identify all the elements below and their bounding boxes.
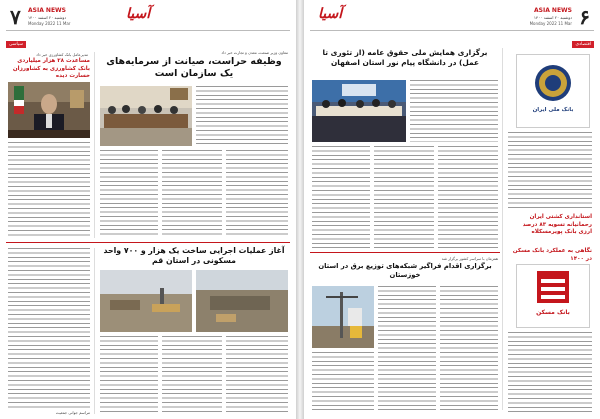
construction-photo-2 (196, 270, 288, 332)
top-story-col-3 (312, 146, 370, 248)
bottom-story-col-3 (100, 336, 158, 412)
column-divider (94, 248, 95, 414)
left-page-header (6, 6, 290, 31)
top-story-col-1 (438, 146, 498, 248)
column-divider (502, 48, 503, 410)
bottom-story-headline: آغاز عملیات اجرایی ساخت یک هزار و ۷۰۰ واحد مسکونی در استان قم (103, 246, 285, 265)
right-page (304, 0, 600, 419)
bank-melli-body (508, 132, 592, 210)
bank-maskan-headline: نگاهی به عملکرد بانک مسکن در ۱۴۰۰ (512, 248, 592, 262)
bank-maskan-logo-box (516, 264, 590, 328)
bank-melli-headline: استانداری کشتی ایران رحمانیانه تسویه ۸۳ درصد ارزی بانک پویرمسکلاه (522, 214, 592, 235)
bottom-story-kicker: همزمان با سراسر کشور برگزار شد (441, 256, 498, 261)
bottom-story-col-3 (312, 352, 374, 410)
masthead-label: ASIA NEWS (28, 7, 66, 14)
date-fa: دوشنبه ۲۰ اسفند ۱۴۰۰ (28, 15, 67, 20)
bank-maskan-brand: بانک مسکن (536, 309, 570, 316)
masthead-label: ASIA NEWS (534, 7, 572, 14)
top-story-col-2 (374, 146, 434, 248)
top-story-headline: وظیفه حراست، صیانت از سرمایه‌های یک سازمان است (106, 56, 282, 79)
logo: آسیا (318, 6, 343, 22)
section-label: اقتصادی (572, 41, 594, 48)
top-story-col-2 (162, 150, 222, 238)
left-page (0, 0, 296, 419)
conference-photo (312, 80, 406, 142)
story-separator (6, 242, 290, 243)
bank-maskan-body (508, 332, 592, 412)
left-bottom-column (8, 248, 90, 408)
logo: آسیا (126, 6, 151, 22)
column-divider (94, 52, 95, 238)
side-story-headline: مساعدت ۲۸ هزار میلیاردی بانک کشاورزی به کشاورزان خسارت دیده (12, 58, 90, 79)
top-story-col-1 (226, 150, 288, 238)
date-fa: دوشنبه ۲۰ اسفند ۱۴۰۰ (533, 15, 572, 20)
top-story-intro (410, 80, 498, 142)
top-story-intro (196, 86, 288, 146)
date-en: Monday 2022 11 Mar (529, 21, 572, 26)
story-separator (310, 252, 500, 253)
construction-photo-1 (100, 270, 192, 332)
section-label: سیاسی (6, 41, 26, 48)
bank-melli-brand: بانک ملی ایران (532, 107, 574, 113)
bottom-story-col-1 (440, 286, 498, 410)
top-story-col-3 (100, 150, 158, 238)
page-number: ۷ (10, 5, 21, 29)
top-story-kicker: معاون وزیر صنعت، معدن و تجارت خبر داد (221, 50, 288, 55)
bottom-story-col-1 (226, 336, 288, 412)
date-en: Monday 2022 11 Mar (28, 21, 71, 26)
bottom-story-headline: برگزاری اقدام فراگیر شبکه‌های توزیع برق در استان خوزستان (318, 262, 492, 279)
side-story-kicker: مدیرعامل بانک کشاورزی خبر داد (36, 52, 88, 57)
power-line-photo (312, 286, 374, 348)
bottom-story-col-2 (162, 336, 222, 412)
bottom-story-col-2 (378, 286, 436, 410)
meeting-photo (100, 86, 192, 146)
side-story-body (8, 142, 90, 238)
top-story-headline: برگزاری همایش ملی حقوق عامه (از تئوری تا عمل) در دانشگاه پیام نور استان اصفهان (322, 48, 488, 67)
bank-ceo-photo (8, 82, 90, 138)
center-gutter (296, 0, 304, 419)
page-number: ۶ (579, 5, 590, 29)
footer-note: مراسم جوانی جمعیت (55, 410, 90, 415)
right-page-header (310, 6, 594, 31)
bank-melli-logo-box (516, 54, 590, 128)
